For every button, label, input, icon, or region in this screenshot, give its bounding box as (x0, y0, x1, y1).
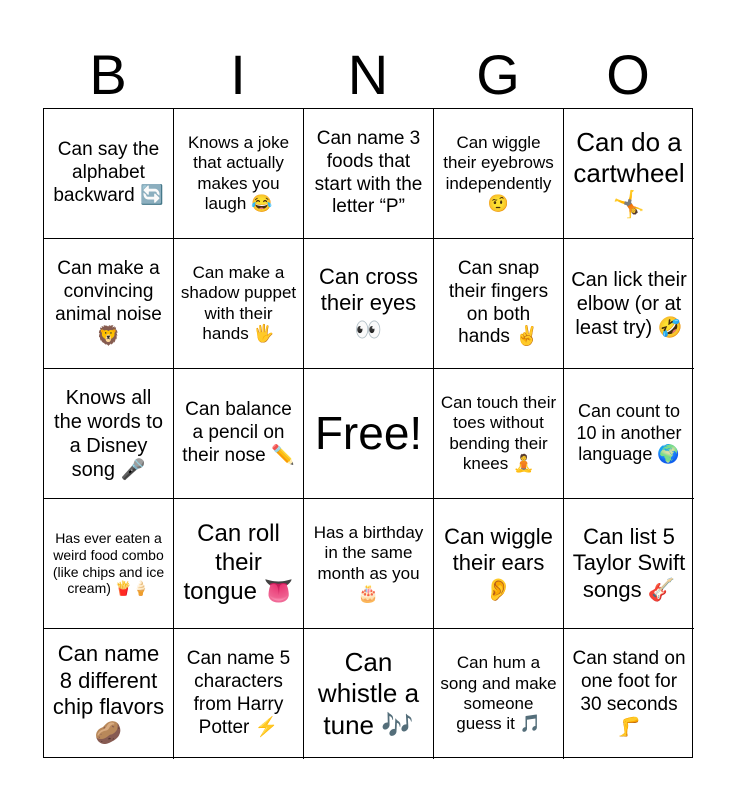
bingo-cell-r3c1[interactable] (44, 369, 174, 499)
bingo-cell-r4c2[interactable] (174, 499, 304, 629)
bingo-cell-r3c5[interactable] (564, 369, 694, 499)
cell-text: Can list 5 Taylor Swift songs 🎸 (572, 523, 686, 602)
cell-text: Can stand on one foot for 30 seconds 🦵 (572, 648, 686, 738)
cell-text: Can wiggle their eyebrows independently 🤨 (443, 132, 554, 213)
cell-text: Can whistle a tune 🎶 (317, 647, 420, 740)
cell-text: Can do a cartwheel 🤸 (573, 126, 685, 220)
cell-text: Has ever eaten a weird food combo (like chips and ice cream) 🍟🍦 (52, 529, 165, 597)
bingo-cell-r4c3[interactable] (304, 499, 434, 629)
bingo-cell-r5c2[interactable] (174, 629, 304, 759)
free-space-label: Free! (314, 406, 423, 459)
cell-text: Can make a shadow puppet with their hands 🖐️ (180, 262, 297, 343)
bingo-cell-r3c4[interactable] (434, 369, 564, 499)
bingo-cell-r1c4[interactable] (434, 109, 564, 239)
bingo-cell-free[interactable] (304, 369, 434, 499)
bingo-cell-r5c4[interactable] (434, 629, 564, 759)
bingo-cell-r5c1[interactable] (44, 629, 174, 759)
title-letter-g: G (476, 42, 520, 106)
cell-text: Can name 8 different chip flavors 🥔 (52, 641, 165, 746)
cell-text: Can lick their elbow (or at least try) 🤣 (571, 268, 687, 339)
bingo-cell-r2c5[interactable] (564, 239, 694, 369)
bingo-cell-r1c2[interactable] (174, 109, 304, 239)
cell-text: Can make a convincing animal noise 🦁 (55, 257, 162, 348)
cell-text: Can touch their toes without bending their knees 🧘 (440, 392, 557, 473)
title-letter-b: B (89, 42, 127, 106)
title-letter-o: O (606, 42, 650, 106)
bingo-cell-r2c4[interactable] (434, 239, 564, 369)
bingo-cell-r5c3[interactable] (304, 629, 434, 759)
cell-text: Can roll their tongue 👅 (183, 520, 294, 605)
cell-text: Can name 3 foods that start with the letter “P” (314, 127, 423, 218)
bingo-cell-r4c4[interactable] (434, 499, 564, 629)
bingo-cell-r4c5[interactable] (564, 499, 694, 629)
bingo-cell-r2c1[interactable] (44, 239, 174, 369)
bingo-cell-r1c5[interactable] (564, 109, 694, 239)
bingo-cell-r1c1[interactable] (44, 109, 174, 239)
cell-text: Can hum a song and make someone guess it 🎵 (440, 653, 557, 734)
cell-text: Can cross their eyes 👀 (318, 263, 419, 342)
cell-text: Can wiggle their ears 👂 (444, 523, 553, 602)
bingo-cell-r4c1[interactable] (44, 499, 174, 629)
cell-text: Can say the alphabet backward 🔄 (53, 139, 164, 206)
title-letter-n: N (347, 42, 389, 106)
bingo-cell-r2c3[interactable] (304, 239, 434, 369)
bingo-title (43, 40, 693, 108)
cell-text: Can name 5 characters from Harry Potter ⚡ (186, 648, 291, 738)
cell-text: Has a birthday in the same month as you 🎂 (313, 522, 424, 603)
bingo-cell-r2c2[interactable] (174, 239, 304, 369)
cell-text: Can snap their fingers on both hands ✌️ (448, 257, 549, 348)
title-letter-i: I (230, 42, 246, 106)
bingo-cell-r5c5[interactable] (564, 629, 694, 759)
bingo-board (43, 108, 693, 758)
cell-text: Can count to 10 in another language 🌍 (576, 401, 682, 465)
cell-text: Can balance a pencil on their nose ✏️ (182, 399, 295, 466)
cell-text: Knows all the words to a Disney song 🎤 (54, 386, 163, 481)
bingo-cell-r1c3[interactable] (304, 109, 434, 239)
bingo-cell-r3c2[interactable] (174, 369, 304, 499)
cell-text: Knows a joke that actually makes you laugh 😂 (187, 132, 290, 213)
